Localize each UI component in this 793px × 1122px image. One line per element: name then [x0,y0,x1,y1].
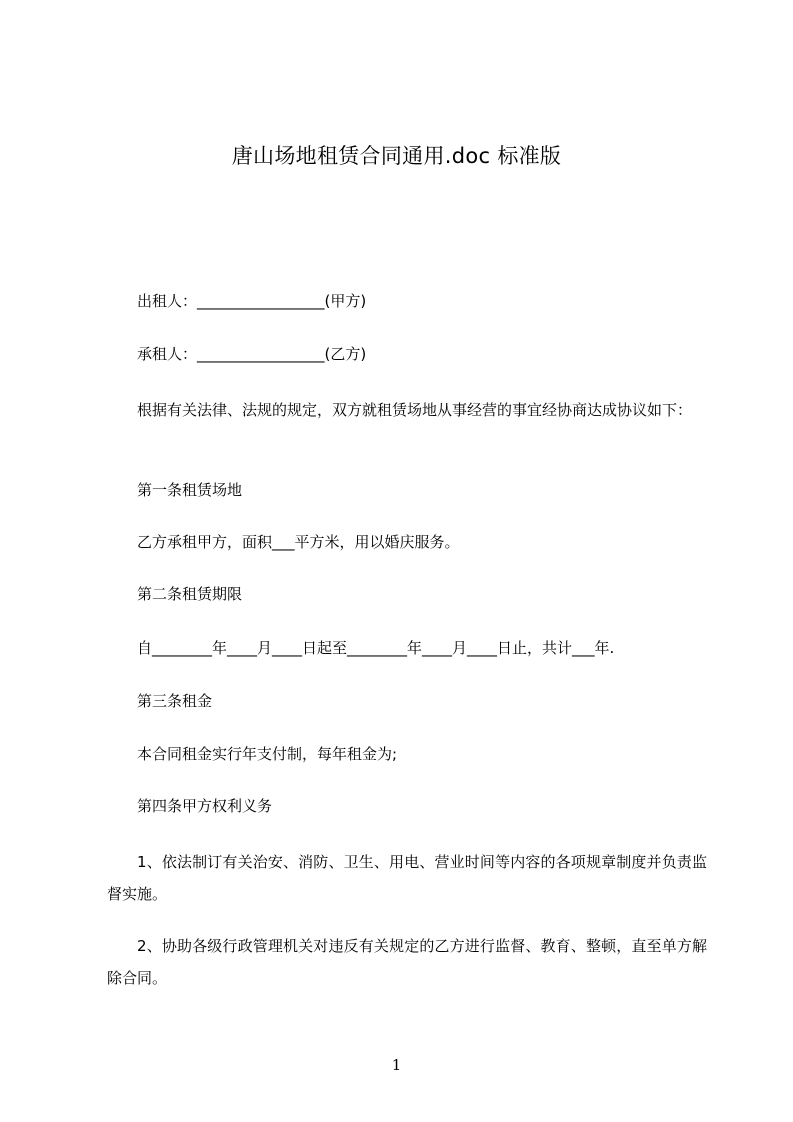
article4-heading: 第四条甲方权利义务 [137,797,273,815]
article4-item-1: 1、依法制订有关治安、消防、卫生、用电、营业时间等内容的各项规章制度并负责监督实施。 [107,853,707,903]
article3-heading: 第三条租金 [137,692,213,710]
article1-body: 乙方承租甲方，面积___平方米，用以婚庆服务。 [137,533,460,551]
lessee-line: 承租人：_________________(乙方) [137,345,367,363]
article2-body: 自________年____月____日起至________年____月____日止，共计___年. [137,639,615,657]
lessor-line: 出租人：_________________(甲方) [137,292,367,310]
document-title: 唐山场地租赁合同通用.doc 标准版 [231,144,562,168]
article4-item-2: 2、协助各级行政管理机关对违反有关规定的乙方进行监督、教育、整顿，直至单方解除合同。 [107,937,707,987]
page-number: 1 [391,1056,402,1074]
intro-paragraph: 根据有关法律、法规的规定，双方就租赁场地从事经营的事宜经协商达成协议如下： [137,401,693,419]
article2-heading: 第二条租赁期限 [137,585,243,603]
article3-body: 本合同租金实行年支付制，每年租金为; [137,745,398,763]
article1-heading: 第一条租赁场地 [137,481,243,499]
